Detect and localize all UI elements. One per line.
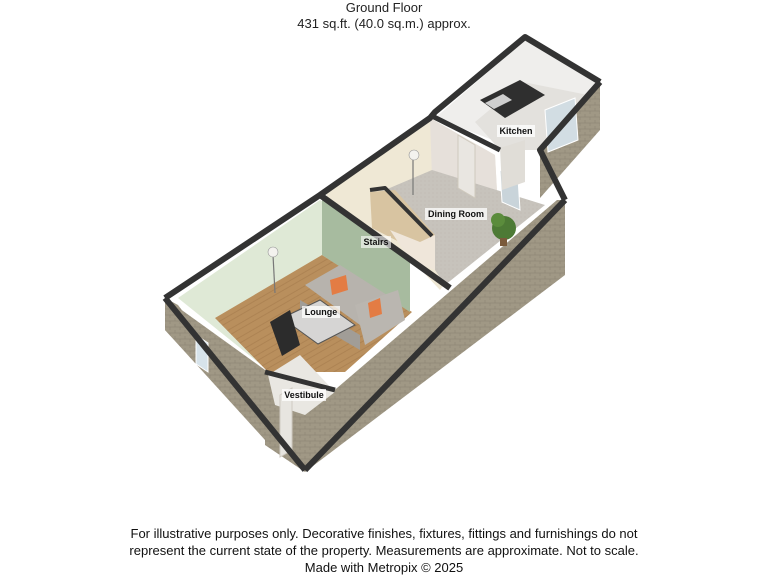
stairs-label: Stairs: [363, 237, 389, 247]
vestibule-label: Vestibule: [284, 390, 324, 400]
disclaimer-line-2: represent the current state of the property. Measurements are approximate. Not to scale.: [129, 543, 639, 558]
dining-room-label: Dining Room: [428, 209, 484, 219]
kitchen-door: [500, 140, 525, 190]
plant-pot: [500, 238, 507, 246]
floor-lamp-shade: [268, 247, 278, 257]
floor-area: 431 sq.ft. (40.0 sq.m.) approx.: [297, 16, 471, 31]
lounge-label: Lounge: [304, 307, 338, 317]
kitchen-label: Kitchen: [499, 126, 533, 136]
floor-lamp-shade: [409, 150, 419, 160]
dining-door: [458, 135, 475, 198]
floor-title: Ground Floor: [345, 0, 423, 15]
disclaimer: [0, 525, 768, 576]
credit-line: Made with Metropix © 2025: [304, 560, 464, 575]
plant-icon: [491, 213, 505, 227]
disclaimer-line-1: For illustrative purposes only. Decorative finishes, fixtures, fittings and furnishings do not: [130, 526, 638, 541]
